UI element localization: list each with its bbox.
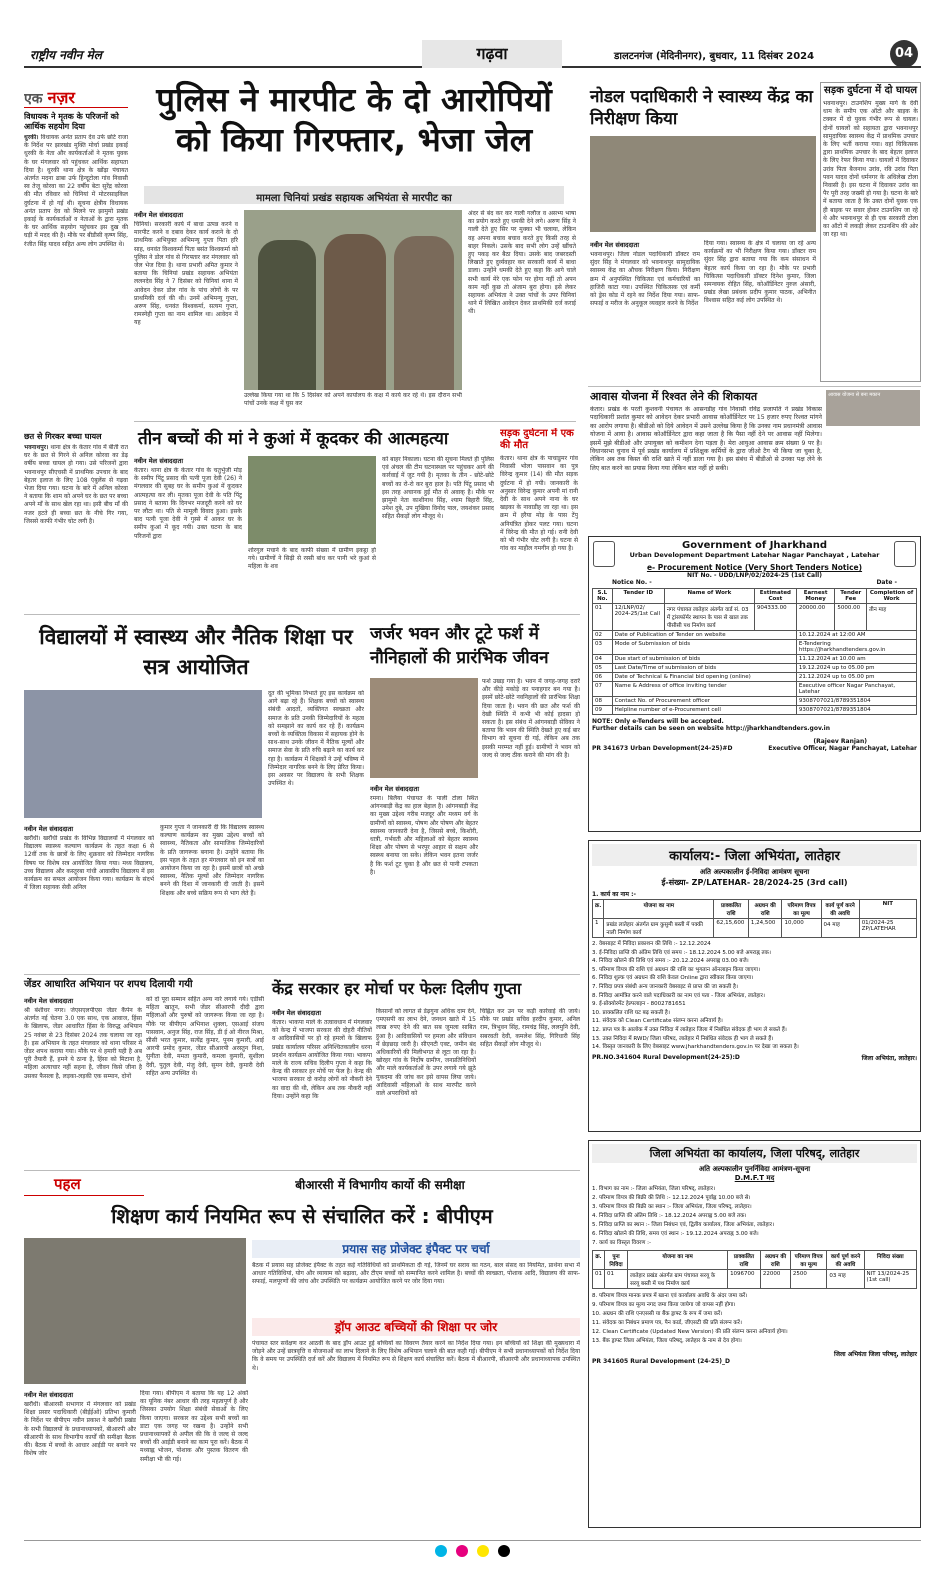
pahal-byline: नवीन मेल संवाददाता: [24, 1391, 73, 1399]
pahal-kicker: बीआरसी में विभागीय कार्यो की समीक्षा: [295, 1178, 465, 1192]
pahal-box2-title: ड्रॉप आउट बच्चियों की शिक्षा पर जोर: [252, 1318, 580, 1336]
tender1-pr: PR 341673 Urban Development(24-25)#D: [592, 745, 733, 752]
tender1-notice: [588, 536, 921, 832]
lead-photo-caption: उल्लेख किया गया था कि 5 दिसंबर को अपने कार्यालय के कक्ष में कार्य कर रहे थे। इस दौरान सभी पांचों उनके कक्ष में घुस कर: [244, 392, 462, 408]
vidyalaya-byline: नवीन मेल संवाददाता: [24, 825, 73, 833]
nazar-item1-body: [24, 134, 128, 429]
lead-subhead: [144, 186, 564, 204]
accused-figure-1: [258, 240, 316, 390]
tender1-td: Date of Technical & Financial bid opening (online): [612, 673, 796, 682]
tender1-td: 08: [593, 697, 613, 706]
tender1-td: 06: [593, 673, 613, 682]
vidyalaya-photo: [24, 690, 262, 818]
tender1-th: Earnest Money: [796, 589, 834, 604]
tender2-line: 14. विस्तृत जानकारी के लिए वेबसाइट www.jharkhandtenders.gov.in पर देखा जा सकता है।: [592, 1044, 799, 1051]
tender1-th: Estimated Cost: [754, 589, 796, 604]
tender3-header-row: [593, 1251, 917, 1270]
tender1-td: 10.12.2024 at 12:00 AM: [796, 631, 916, 640]
tender3-line: 1. विभाग का नाम :- जिला अभियंता, जिला परिषद्, लातेहार।: [592, 1186, 716, 1192]
divider-gender-top: [24, 974, 580, 975]
tender1-notice-row: [592, 579, 917, 586]
tender2-line: 2. वेबसाइट में निविदा प्रकाशन की तिथि :- 12.12.2024: [592, 941, 711, 947]
gender-body-1: श्री बंशीधर नगर। जेएसएलपीएस जेंडर कैंपेन के अंतर्गत नई चेतना 3.0 एक साथ, एक आवाज, हिंसा के खिलाफ, जेंडर आधारित हिंसा के विरुद्ध अभियान 25 नवंबर से 23 दिसंबर 2024 तक चलाया जा रहा है। इस अभियान के तहत मंगलवार को थाना परिसर में जेंडर शपथ कराया गया। मौके पर थे हमारी यही है अब पूरी तैयारी हैं, हमने ये ठाना है, हिंसा को मिटाना है, महिला अत्याचार नहीं सहना है, जीवन किसे जीना है उसका फैसला है, लड़का-लड़की एक सम्मान, दोनों: [24, 1007, 142, 1080]
tender1-th: S.L No.: [593, 589, 613, 604]
lead-body-2: अंदर से बंद कर कर गाली गलौज व असभ्य भाषा का प्रयोग करते हुए धमकी देने लगे। अरुण सिंह ने गाली देते हुए सिर पर मुक्का भी चलाया, लेकिन वह अपना बचाव बचाव करते हुए किसी तरह से बाहर निकले। उसके बाद सभी लोग उन्हें खींचते हुए पकड़ कर बैठा दिया। उसके बाद जबरदस्ती लिखाते हुए दुर्व्यवहार कर सरकारी कार्य में बाधा डाला। उन्होंने धमकी देते हुए कहा कि आगे चाले सभी कार्य मेरे एक फोन पर होगा नहीं तो अपन काम नहीं कुछ तो अंजाम बुरा होगा। इसे लेकर सहायक अभियंता ने उक्त पांचों के उपर चिनियां थाने में लिखित आवेदन देकर प्राथमिकी दर्ज कराई थी।: [468, 210, 576, 316]
tender1-signatory-title: Executive Officer, Nagar Panchayat, Latehar: [768, 745, 917, 752]
tender3-lines: [592, 1185, 917, 1248]
tender2-th: प्राक्कलित राशि: [714, 900, 749, 919]
brand-logo: राष्ट्रीय नवीन मेल: [30, 48, 102, 62]
lead-subhead-text: मामला चिनियां प्रखंड सहायक अभियंता से मारपीट का: [256, 193, 452, 204]
tender1-td: Name & Address of office inviting tender: [612, 682, 796, 697]
tender1-td: 02: [593, 631, 613, 640]
tender2-office: कार्यालय:- जिला अभियंता, लातेहार: [592, 844, 917, 866]
dilip-column-1: [272, 1008, 372, 1164]
tender2-line: 9. ई-प्रोक्योरमेंट हेल्पलाइन - 8002781651: [592, 1001, 686, 1008]
tender1-header-row: [593, 589, 917, 604]
jarjar-body-2: फर्श उखड़ गया है। भवन में जगह-जगह दरारें और कीड़े मकोड़े का पनाहगार बन गया है। इसमें छोटे-छोटे नवनिहालों की प्रारंभिक शिक्षा दिया जाता है। भवन की छत और फर्श की देखी स्थिति में कभी भी कोई हादसा हो सकता है। इस संबंध में आंगनबाड़ी सेविका ने बताया कि भवन की स्थिति देखते हुए कई बार विभाग को सूचना दी गई, लेकिन अब तक इसकी मरम्मत नहीं हुई। ग्रामीणों ने भवन को जल्द से जल्द ठीक कराने की मांग की है।: [482, 678, 580, 759]
table-row: [593, 631, 917, 640]
tender3-office: जिला अभियंता का कार्यालय, जिला परिषद्, लातेहार: [592, 1144, 917, 1163]
tender3-line: 4. निविदा प्राप्ति की अंतिम तिथि :- 18.12.2024 अपराह्न 5.00 बजे तक।: [592, 1213, 747, 1219]
tender2-line: 12. प्राप्त पत्र के आलोक में उक्त निविदा में लातेहार जिला में निबंधित संवेदक ही भाग ले सकते हैं।: [592, 1026, 787, 1033]
tender3-note: 12. Clean Certificate (Updated New Version) की प्रति संलग्न करना अनिवार्य होगा।: [592, 1329, 788, 1335]
tender3-th: अग्रधन की राशि: [760, 1251, 790, 1270]
tender2-line: 5. परिमाण विपत्र की राशि एवं अग्रधन की राशि का भुगतान ऑनलाइन किया जाएगा।: [592, 966, 761, 973]
tender2-line: 6. निविदा शुल्क एवं अग्रधन की राशि केवल Online द्वारा स्वीकार किया जाएगा।: [592, 975, 754, 982]
tender3-th: परिमाण विपत्र का मूल्य: [790, 1251, 827, 1270]
dilip-body-3: चिह्नित कर उन पर कड़ी कार्रवाई की जाये। मौके पर प्रखंड सचिव हरदीप कुमार, अनिल राम, त्रिभुवन सिंह, रामचंद्र सिंह, ललमुनि देवी, सबरवती देवी, कमलेश सिंह, गिरिधारी सिंह सहित सैकड़ों लोग मौजूद थे।: [480, 1008, 580, 1048]
cyan-dot: [435, 1545, 447, 1557]
tender1-signatory: (Rajeev Ranjan): [813, 738, 867, 745]
tender2-lines: [592, 940, 917, 1052]
footer-bar: [24, 1540, 921, 1554]
tender2-th: कार्य पूर्ण करने की अवधि: [821, 900, 859, 919]
tender1-td: Executive officer Nagar Panchayat, Latehar: [796, 682, 916, 697]
tender1-td: Date of Publication of Tender on website: [612, 631, 796, 640]
tender1-td: 19.12.2024 up to 05.00 pm: [796, 664, 916, 673]
pahal-headline: शिक्षण कार्य नियमित रूप से संचालित करें : बीपीएम: [111, 1204, 493, 1228]
tender3-subtitle: अति अल्पकालीन पुनर्निविदा आमंत्रण-सूचना: [698, 1165, 811, 1173]
tender1-note2: Further details can be seen on website http://jharkhandtenders.gov.in: [592, 725, 831, 732]
table-row: [593, 682, 917, 697]
tender2-line: 10. प्राक्कलित राशि घट बढ़ सकती है।: [592, 1009, 670, 1016]
tender3-td: 01: [593, 1270, 605, 1289]
nodal-byline: नवीन मेल संवाददाता: [590, 241, 639, 249]
accident2-headline: सड़क दुर्घटना में एक की मौत: [500, 428, 574, 451]
tender2-td: प्रखंड लातेहार अंतर्गत ग्राम कुसुमी बस्ती में पक्की नाली निर्माण कार्य: [604, 919, 714, 938]
nazar-item1-lead: धुरकी।: [24, 134, 39, 141]
tender1-td: Due start of submission of bids: [612, 655, 796, 664]
pahal-box: [252, 1240, 580, 1528]
tender3-line: 7. कार्य का विस्तृत विवरण :-: [592, 1240, 651, 1246]
tender1-td: तीन माह: [867, 604, 917, 631]
awas-headline: आवास योजना में रिश्वत लेने की शिकायत: [590, 390, 758, 403]
accident1-headline: सड़क दुर्घटना में दो घायल: [823, 85, 918, 96]
awas-photo-text: आवास योजना से बना मकान: [828, 392, 881, 398]
jarjar-column-1: [370, 784, 478, 970]
accused-figure-2: [324, 234, 386, 390]
ek-nazar-column: [24, 86, 128, 606]
well-byline: नवीन मेल संवाददाता: [134, 457, 183, 465]
lead-headline: पुलिस ने मारपीट के दो आरोपियों को किया गिरफ्तार, भेजा जेल: [156, 80, 552, 159]
tender3-th: क्र.: [593, 1251, 605, 1270]
tender1-td: 11.12.2024 at 10.00 am: [796, 655, 916, 664]
tender2-line: 8. निविदा आमंत्रित करने वाले पदाधिकारी का नाम एवं पता - जिला अभियंता, लातेहार।: [592, 992, 765, 999]
table-row: [593, 706, 917, 715]
tender1-td: 09: [593, 706, 613, 715]
dilip-body-1: केतार। भाकपा माले के तत्वावधान में मंगलवार को केन्द्र में भाजपा सरकार की दोहरी नीतियों व आदिवासियों पर हो रहे हमलों के खिलाफ प्रखंड कार्यालय परिसर अनिश्चितकालीन धरना प्रदर्शन कार्यक्रम आयोजित किया गया। भाकपा माले के राज्य सचिव दिलीप गुप्ता ने कहा कि केन्द्र की सरकार हर मोर्चे पर फेल है। केन्द्र की भाजपा सरकार दो करोड़ लोगों को नौकरी देने का वादा की थी, लेकिन अब तक नौकरी नहीं दिया। उन्होंने कहा कि: [272, 1019, 372, 1100]
tender3-td: 22000: [760, 1270, 790, 1289]
well-photo: [248, 456, 376, 544]
tender3-td: 03 माह: [827, 1270, 864, 1289]
tender1-notice-no: Notice No. -: [612, 579, 652, 586]
nazar-label: नज़र: [47, 88, 75, 107]
awas-body: केतार। प्रखंड के परती कुशवनी पंचायत के आसनडीह गांव निवासी रविंद्र प्रजापति ने प्रखंड विकास पदाधिकारी प्रशांत कुमार को आवेदन देकर प्रभारी आवास कोऑर्डिनेटर पर 15 हजार रुपए रिश्वत मांगने का आरोप लगाया है। बीडीओ को दिये आवेदन में उसने उल्लेख किया है कि उनका नाम प्रधानमंत्री आवास योजना में आया है। आवास कोऑर्डिनेटर द्वारा कहा जाता है कि पैसा नहीं देने पर आवास नहीं मिलेगा। इसमें मुझे बीडीओ और उपायुक्त को कमीशन देना पड़ता है। मेरा आयुआ आवास क्रम संख्या 9 पर है। विधानसभा चुनाव में पूर्व प्रखंड कार्यालय में प्रशिक्षुक कर्मियों के द्वारा जीओ टैग भी किया जा चुका है, लेकिन अब तक किस्त की राशि खाते में नहीं डाला गया है। इस संबंध में बीडीओ से उनका पक्ष लेने के लिए बात करने का प्रयास किया गया लेकिन बात नहीं हो सकी।: [590, 406, 822, 472]
tender2-th: परिमाण विपत्र का मूल्य: [782, 900, 821, 919]
pahal-photo: [24, 1238, 246, 1384]
jarjar-byline: नवीन मेल संवाददाता: [370, 785, 419, 793]
tender3-note: 9. परिमाण विपत्र का मूल्य नगद जमा किया जायेगा जो वापस नहीं होगा।: [592, 1302, 736, 1308]
gender-body-2: को दो पूरा सम्मान सहित अन्य नारे लगाये गये। एडीसी महिता खातून, सभी जेंडर सीआरपी दीदी द्वारा महिलाओं और पुरुषों को जागरूक किया जा रहा है। मौके पर बीपीएम अभिनाश शुक्ला, एसआई संजय पासवान, अनुज सिंह, राज सिंह, डी ई ओ नीरज मिश्रा, सीसी भरत कुमार, सत्येंद्र कुमार, पूनम कुमारी, आई आरपी प्रमोद कुमार, जेंडर सीआरपी अरस्तुन निशा, सुनीता देवी, ममता कुमारी, कमला कुमारी, सुशीला देवी, पुतुल देवी, मंजु देवी, सुमन देवी, कुमारी देवी सहित अन्य उपस्थित थे।: [146, 996, 264, 1077]
tender2-signatory: जिला अभियंता, लातेहार।: [861, 1054, 917, 1062]
tender3-th: योजना का नाम: [628, 1251, 728, 1270]
accident2-box: [500, 428, 578, 608]
tender3-td: लातेहार प्रखंड अंतर्गत ग्राम पंचायत सरयू के सरयू बस्ती में पथ निर्माण कार्य: [628, 1270, 728, 1289]
tender3-note: 8. परिमाण विपत्र मानक प्रपत्र में खाना एवं कार्यालय अवधि के अंदर जमा करें।: [592, 1293, 748, 1299]
lead-byline: नवीन मेल संवाददाता: [134, 211, 183, 219]
nodal-body-2: दिया गया। स्वास्थ्य के क्षेत्र में चलाया जा रहे अन्य कार्यक्रमों का भी निरीक्षण किया गया। डॉक्टर राम सुंदर सिंह द्वारा बताया गया कि कम संसाधन में बेहतर कार्य किया जा रहा है। मौके पर प्रभारी चिकित्सा पदाधिकारी डॉक्टर दिनेश कुमार, जिला समन्वयक रोहित सिंह, कोऑर्डिनेटर नुरुल अंसारी, प्रखंड लेखा प्रबंधक प्रदीप कुमार पाठक, अभिनीत विश्वास सहित कई लोग उपस्थित थे।: [704, 240, 816, 305]
dilip-body-2: किसानों को लागत से डेढ़गुना अधिक दाम देने, एमएसपी का लाभ देने, जनधन खाते में 15 लाख रुपए देने की बात सब जुमला साबित हुआ है। आदिवासियों पर हमला और संविधान में छेड़छाड़ जारी है। सीएनटी एक्ट, जमीन बंद अधिकारियों की मिलीभगत से लूटा जा रहा है। खोरहर गांव के निर्दोष ग्रामीण, जनप्रतिनिधियों और माले कार्यकर्ताओं के उपर लगाये गये झूठे मुकदमा की जांच कर इसे वापस लिया जाये। आदिवासी महिलाओं के साथ मारपीट करने वाले अपराधियों को: [376, 1008, 476, 1098]
accused-figure-3: [394, 236, 454, 390]
tender3-notice: [588, 1140, 921, 1528]
tender2-td: 10,000: [782, 919, 821, 938]
well-body-2: को बाहर निकाला। घटना की सूचना मिलते ही पुलिस एवं अंचल की टीम घटनास्थल पर पहुंचकर आगे की कार्रवाई में जुट गयी है। मृतका के तीन - छोटे-छोटे बच्चों का रो-रो कर बुरा हाल है। पति पिंटू प्रसाद भी इस तरह अचानक हुई मौत से अवाक् है। मौके पर झामुमो नेता काशीनाथ सिंह, श्याम बिहारी सिंह, उमेश दुबे, उप मुखिया विनोद पाल, जयशंकर प्रसाद सहित सैकड़ों लोग मौजूद थे।: [382, 456, 494, 521]
tender3-note: 11. संवेदक का निबंधन प्रमाण पत्र, पैन कार्ड, जीएसटी की प्रति संलग्न करें।: [592, 1320, 742, 1326]
tender1-title: e- Procurement Notice (Very Short Tenders Notice): [646, 563, 863, 572]
tender3-notes: [592, 1292, 917, 1346]
gender-byline: नवीन मेल संवाददाता: [24, 997, 73, 1005]
well-column-1: [134, 456, 242, 608]
masthead: [24, 40, 921, 68]
tender2-line: 11. संवेदक को Clean Certificate संलग्न करना अनिवार्य है।: [592, 1018, 723, 1025]
vidyalaya-body-3: दूत की भूमिका निभाते हुए इस कार्यक्रम को आगे बढ़ा रहे हैं। शिक्षक बच्चों को स्वास्थ्य संबंधी आदतों, व्यक्तिगत स्वच्छता और समाज के प्रति उनकी जिम्मेदारियों के महत्व को समझाने का कार्य कर रहे हैं। कार्यक्रम बच्चों के व्यक्तित्व विकास में सहायक होने के साथ-साथ उनके जीवन में नैतिक मूल्यों और समाज सेवा के प्रति रुचि बढ़ाने का कार्य कर रहा है। कार्यक्रम में शिक्षकों ने उन्हें भविष्य में जिम्मेदार नागरिक बनने के लिए प्रेरित किया। इस अवसर पर विद्यालय के सभी शिक्षक उपस्थित थे।: [268, 690, 364, 788]
ek-label: एक: [24, 91, 43, 107]
nazar-item2-lead: भवनाथपुर।: [24, 444, 49, 451]
tender1-td: 03: [593, 640, 613, 655]
jarjar-photo: [370, 678, 478, 778]
tender1-td: 04: [593, 655, 613, 664]
tender2-line: 7. निविदा प्रपत्र संबंधी अन्य जानकारी वेबसाइट से प्राप्त की जा सकती है।: [592, 983, 738, 990]
yellow-dot: [477, 1545, 489, 1557]
tender2-notice: [588, 840, 921, 1132]
tender3-line: 2. परिमाण विपत्र की बिक्री की तिथि :- 12.12.2024 पूर्वाह्न 10.00 बजे से।: [592, 1195, 751, 1201]
tender1-dept: Urban Development Department Latehar Nagar Panchayat , Latehar: [629, 551, 880, 559]
dateline: डालटनगंज (मेदिनीनगर), बुधवार, 11 दिसंबर 2024: [614, 51, 815, 62]
tender3-line: 6. निविदा खोलने की तिथि, समय एवं स्थान :- 19.12.2024 अपराह्न 3.00 बजे।: [592, 1231, 759, 1237]
nazar-item2-title: छत से गिरकर बच्चा घायल: [24, 432, 102, 441]
tender2-subtitle: अति अल्पकालीन ई-निविदा आमंत्रण सूचना: [699, 868, 810, 876]
tender1-th: Completion of Work: [867, 589, 917, 604]
lead-photo: [244, 210, 462, 390]
tender2-pr: PR.NO.341604 Rural Development(24-25):D: [592, 1053, 740, 1061]
tender1-th: Name of Work: [664, 589, 754, 604]
tender1-td: E-Tendering https://jharkhandtenders.gov.in: [796, 640, 916, 655]
tender1-th: Tender Fee: [835, 589, 867, 604]
tender1-work-row: [593, 604, 917, 631]
jarjar-body-1: रमना। बिलैया पंचायत के पाली टोला स्थित आंगनबाड़ी केंद्र का हाल बेहाल है। आंगनबाड़ी केंद्र का मुख्य उद्देश्य गरीब मजदूर और मध्यम वर्ग के ग्रामीणों को स्वास्थ्य, पोषण और पोषण और बेहतर स्वास्थ्य जानकारी देना है, जिससे बच्चे, किशोरी, धात्री, गर्भवती और महिलाओं को बेहतर स्वास्थ्य शिक्षा और पोषण से भरपूर आहार से सक्षम और स्वस्थ्य बनाया जा सके। लेकिन भवन इतना जर्जर है कि फर्श टूट चुका है और छत से पानी टपकता है।: [370, 795, 478, 876]
tender1-date-label: Date -: [876, 579, 897, 586]
tender2-number: ई-संख्या- ZP/LATEHAR- 28/2024-25 (3rd call): [661, 878, 848, 887]
tender2-td: 1: [593, 919, 604, 938]
table-row: [593, 664, 917, 673]
nazar-item2-body: [24, 444, 128, 606]
well-headline: तीन बच्चों की मां ने कुआं में कूदकर की आत्महत्या: [138, 429, 449, 449]
accident1-body: भवनाथपुर। टाउनशिप मुख्य मार्ग के देवी धाम के समीप एक ऑटो और बाइक के टक्कर में दो युवक गंभीर रूप से घायल। दोनों घायलों को सहायता द्वारा भवनाथपुर सामुदायिक स्वास्थ्य केंद्र में प्राथमिक उपचार के लिए भर्ती कराया गया। वहां चिकित्सक द्वारा प्राथमिक उपचार के बाद बेहतर इलाज के लिए रेफर किया गया। घायलों में दिवाकर उरांव पिता बैजनाथ उरांव, रवि उरांव पिता पवन यादव दोनों धर्मनगर के अधिलेख टोला निवासी है। इस घटना में दिवाकर उरांव का पैर पूरी तरह जख्मी हो गया है। घटना के बारे में बताया जाता है कि उक्त दोनों युवक एक ही बाइक पर सवार होकर टाउनशिप जा रहे थे और भवनाथपुर से ही एक सरकारी टोला का ऑटो में लकड़ी लेकर टाउनशिप की ओर जा रहा था।: [823, 100, 918, 239]
tender2-th: क्र.: [593, 900, 604, 919]
tender1-note1: NOTE: Only e-Tenders will be accepted.: [592, 718, 724, 725]
tender2-th: अग्रधन की राशि: [748, 900, 782, 919]
nazar-item1-title: विधायक ने मृतक के परिजनों को आर्थिक सहयोग दिया: [24, 112, 119, 131]
tender2-line: 4. निविदा खोलने की तिथि एवं समय :- 20.12.2024 अपराह्न 03.00 बजे।: [592, 958, 749, 965]
dilip-headline: केंद्र सरकार हर मोर्चा पर फेलः दिलीप गुप्ता: [272, 979, 522, 998]
vidyalaya-body-2: कुमार गुप्ता ने जानकारी दी कि विद्यालय स्वास्थ्य कल्याण कार्यक्रम का मुख्य उद्देश्य बच्चों को स्वास्थ्य, नैतिकता और सामाजिक जिम्मेदारियों के प्रति जागरूक बनाना है। उन्होंने बताया कि इस पहल के तहत हर मंगलवार को इन सत्रों का आयोजन किया जा रहा है। इसमें छात्रों को अच्छे स्वास्थ्य, नैतिक मूल्यों और जिम्मेदार नागरिक बनने की दिशा में जानकारी दी जाती है। इसमें शिक्षक और बच्चे सक्रिय रूप से भाग लेते हैं।: [160, 824, 264, 897]
tender1-td: नगर पंचायत लातेहार अंतर्गत वार्ड सं. 03 में ट्रांसफॉर्मर स्थापन के पास से खाल तक पीसीसी पथ निर्माण कार्य: [664, 604, 754, 631]
tender3-th: पुनः निविदा: [605, 1251, 628, 1270]
accident1-box: [820, 82, 921, 382]
tender3-th: प्राक्कलित राशि: [728, 1251, 761, 1270]
tender2-td: 01/2024-25 ZP/LATEHAR: [859, 919, 916, 938]
pahal-label: [24, 1174, 144, 1196]
tender2-td: 04 माह: [821, 919, 859, 938]
tender2-footer: [592, 1054, 917, 1062]
tender1-td: 07: [593, 682, 613, 697]
tender2-work-label: 1. कार्य का नाम :-: [592, 891, 636, 898]
divider-awas-top: [588, 386, 921, 387]
tender3-line: 3. परिमाण विपत्र की बिक्री का स्थान :- जिला अभियंता, जिला परिषद्, लातेहार।: [592, 1204, 752, 1210]
vidyalaya-column-1: [24, 824, 154, 970]
pahal-body-1: खरौंधी। बीआरसी सभागार में मंगलवार को प्रखंड शिक्षा प्रसार पदाधिकारी (बीईईओ) प्रतिभा कुमारी के निर्देश पर बीपीएम नवीन प्रकाश ने खरौंधी प्रखंड के सभी विद्यालयों के प्रधानाध्यापकों, बीआरपी और सीआरपी के साथ विभागीय कार्यों की समीक्षा बैठक की। बैठक में बच्चों के आधार आईडी पर बनाने पर विशेष जोर: [24, 1401, 136, 1458]
tender3-td: 01: [605, 1270, 628, 1289]
nodal-photo: [590, 136, 816, 232]
magenta-dot: [456, 1545, 468, 1557]
tender2-work-row: [593, 919, 917, 938]
table-row: [593, 640, 917, 655]
pahal-box2-body: पंचायत स्तर सर्वेक्षण कर आठवीं के बाद ड्रॉप आउट हुई बच्चियों का विवरण तैयार करने का निर्देश दिया गया। इन बच्चियों को शिक्षा की मुख्यधारा में जोड़ने और उन्हें छात्रवृत्ति व योजनाओं का लाभ दिलाने के लिए विशेष अभियान चलाने की बात कही गई। बीपीएम ने सभी प्रधानाध्यापकों को निर्देश दिया कि वे समय पर उपस्थिति दर्ज करें और विद्यालय में नियमित रूप से शिक्षण कार्य संचालित करें। बैठक में बीआरपी, सीआरपी और प्रधानाध्यापक उपस्थित थे।: [252, 1340, 580, 1372]
table-row: [593, 655, 917, 664]
jarjar-headline: जर्जर भवन और टूटे फर्श में नौनिहालों की प्रारंभिक जीवन: [370, 624, 549, 668]
nazar-item2-text: थाना क्षेत्र के केतार गांव में बीती रात घर के छत से गिरने से अनिल कोरवा का डेढ़ वर्षीय बच्चा घायल हो गया। उसे परिजनों द्वारा भवनाथपुर सीएचसी में प्राथमिक उपचार के बाद बेहतर इलाज के लिए 108 एंबुलेंस से गढ़वा भेजा दिया गया। घटना के बारे में अनिल कोरवा ने बताया कि शाम को अपने घर के छत पर बच्चा अपने माँ के साथ खेल रहा था। इसी बीच माँ की नजर हटते ही बच्चा छत के नीचे गिर गया, जिससे काफी गंभीर चोट लगी है।: [24, 444, 128, 525]
tender2-line: 3. ई-निविदा प्राप्ति की अंतिम तिथि एवं समय :- 18.12.2024 5.00 बजे अपराह्न तक।: [592, 949, 771, 956]
tender1-footer: [592, 745, 917, 752]
tender3-signatory: जिला अभियंता जिला परिषद्, लातेहार: [833, 1351, 917, 1358]
pahal-body-2: दिया गया। बीपीएम ने बताया कि यह 12 अंकों का यूनिक नंबर आधार की तरह महत्वपूर्ण है और जिसका उपयोग शिक्षा संबंधी सेवाओं के लिए किया जाएगा। सरकार का उद्देश्य सभी बच्चों का डाटा एक जगह पर रखना है। उन्होंने सभी प्रधानाध्यापकों से अपील की कि वे जल्द से जल्द बच्चों की आईडी बनाने का काम पूरा करें। बैठक में मध्याह्न भोजन, पोशाक और पुस्तक वितरण की समीक्षा भी की गई।: [140, 1390, 248, 1463]
tender2-header-row: [593, 900, 917, 919]
tender3-note: 10. अग्रधन की राशि एनएससी या बैंक ड्राफ्ट के रूप में जमा करें।: [592, 1311, 723, 1317]
pahal-column-1: [24, 1390, 136, 1530]
tender2-table: [592, 899, 917, 938]
pahal-box-title: प्रयास सह प्रोजेक्ट इंपैक्ट पर चर्चा: [252, 1240, 580, 1258]
vidyalaya-headline: विद्यालयों में स्वास्थ्य और नैतिक शिक्षा पर सत्र आयोजित: [39, 625, 353, 679]
vidyalaya-body-1: खरौंधी। खरौंधी प्रखंड के विभिन्न विद्यालयों में मंगलवार को विद्यालय स्वास्थ्य कल्याण कार्यक्रम के तहत कक्षा 6 से 12वीं तक के छात्रों के लिए शुक्रवार को जिम्मेदार नागरिक विषय पर विशेष सत्र आयोजित किया गया। मध्य विद्यालय, उच्च विद्यालय और कस्तूरबा गांधी आवासीय विद्यालय में इस कार्यक्रम का सफल आयोजन किया गया। कार्यक्रम के संदर्भ में जिला सहायक सेवी अनिल: [24, 835, 154, 892]
divider-pahal-top: [24, 1170, 580, 1171]
divider-vidyalaya-top: [24, 614, 580, 615]
nazar-item1-text: विधायक अनंत प्रताप देव उर्फ छोटे राजा के निर्देश पर झारखंड मुक्ति मोर्चा प्रखंड इकाई धुरकी के नेता और कार्यकर्ताओं ने मृतक युवक के घर मंगलवार को पहुंचकर आर्थिक सहायता दिया है। धुरकी थाना क्षेत्र के खोंढ़ा पंचायत अंतर्गत मदना ढाबा उर्फ हिन्दूटोला गांव निवासी स्व तेजू कोरवा का 22 वर्षीय बेटा सुरेंद्र कोरवा की मौत रविवार को चिनियां में मोटरसाइकिल दुर्घटना में हो गई थी। सूचना क्षेत्रीय विधायक अनंत प्रताप देव को मिलने पर झामुमो प्रखंड इकाई के कार्यकर्ताओं व नेताओं के द्वारा मृतक के घर आर्थिक सहयोग पहुंचकर इस दुख की घड़ी में मदद की है। मौके पर बीडीसी कृष्ण सिंह, रंजीत सिंह यादव सहित अन्य लोग उपस्थित थे।: [24, 134, 128, 248]
lead-body-1: चिनियां। सरकारी कार्य में बाधा उत्पन्न करने व मारपीट करने व दबाव देकर कार्य कराने के दो प्राथमिक अभियुक्त अभिमन्यु गुप्ता पिता हरि साह, धनवंत विश्वकर्मा पिता बसंत विश्वकर्मा को पुलिस ने डोल गांव से गिरफ्तार कर मंगलवार को जेल भेज दिया है। थाना प्रभारी अमित कुमार ने बताया कि चिनियां प्रखंड सहायक अभियंता ललनदेव सिंह ने 7 दिसंबर को चिनियां थाना में आवेदन देकर डोल गांव के पांच लोगों के पर प्राथमिकी दर्ज की थी। उनमें अभिमन्यु गुप्ता, अरुण सिंह, धनवंत विश्वकर्मा, सत्यम गुप्ता, रामस्नेही गुप्ता का नाम शामिल था। आवेदन में यह: [134, 221, 238, 327]
tender1-td: Mode of Submission of bids: [612, 640, 796, 655]
well-body-1: केतार। थाना क्षेत्र के केतार गांव के चतुर्भुजी मोड़ के समीप पिंटू प्रसाद की पत्नी पूजा देवी (26) ने मंगलवार की सुबह घर के समीप कुआं में कूदकर आत्महत्या कर ली। मृतका पूजा देवी के पति पिंटू प्रसाद ने बताया कि दिनभर मजदूरी करने को घर पर लौटा था। पति से मामूली विवाद हुआ। इसके बाद पत्नी पूजा देवी ने गुस्से में आकर घर के समीप कुआं में कूद गयी। उक्त घटना के बाद परिजनों द्वारा: [134, 467, 242, 540]
tender3-td: 1096700: [728, 1270, 761, 1289]
section-banner: [422, 40, 562, 68]
tender3-work-row: [593, 1270, 917, 1289]
tender3-td: NIT 13/2024-25 (1st call): [864, 1270, 916, 1289]
accident2-body: केतार। थाना क्षेत्र के पाचाडुमर गांव निवासी भोला पासवान का पुत्र विरेन्द्र कुमार (14) की मौत सड़क दुर्घटना में हो गयी। जानकारी के अनुसार विरेन्द्र कुमार अपनी मां रानी देवी के साथ अपने नाना के घर खड़का के नावाडीह जा रहा था। इस क्रम में हरैया मोड़ के पास टेंपु अनियंत्रित होकर पलट गया। घटना में विरेन्द्र की मौत हो गई। रानी देवी को भी गंभीर चोट लगी है। घटना से गांव का माहौल गमगीन हो गया है।: [500, 455, 578, 553]
ek-nazar-label: [24, 86, 128, 108]
awas-photo: [826, 390, 920, 426]
table-row: [593, 697, 917, 706]
lead-column-1: [134, 210, 238, 415]
tender3-note: 13. बैंक ड्राफ्ट जिला अभियंता, जिला परिषद्, लातेहार के नाम से देय होगा।: [592, 1338, 742, 1344]
tender1-td: 9308707021/8789351804: [796, 697, 916, 706]
well-photo-caption: शोरगुल मचाने के बाद काफी संख्या में ग्रामीण इकट्ठा हो गये। ग्रामीणों ने सिढ़ी से रस्सी बांध कर पानी भरे कुआं से महिला के शव: [248, 547, 376, 571]
tender3-th: निविदा संख्या: [864, 1251, 916, 1270]
section-name: गढ़वा: [476, 44, 508, 63]
black-dot: [498, 1545, 510, 1557]
tender3-table: [592, 1250, 917, 1289]
tender2-td: 1,24,500: [748, 919, 782, 938]
tender3-pr: PR 341605 Rural Development (24-25)_D: [592, 1358, 730, 1365]
tender1-td: 9308707021/8789351804: [796, 706, 916, 715]
tender2-td: 62,15,600: [714, 919, 749, 938]
divider-well-top: [134, 421, 576, 422]
tender3-td: 2500: [790, 1270, 827, 1289]
tender1-td: 20000.00: [796, 604, 834, 631]
table-row: [593, 673, 917, 682]
tender1-td: 05: [593, 664, 613, 673]
tender2-th: NIT: [859, 900, 916, 919]
tender1-th: Tender ID: [612, 589, 664, 604]
tender2-line: 13. उक्त निविदा में RWD/ जिला परिषद, लातेहार में निबंधित संवेदक ही भाग ले सकते हैं।: [592, 1035, 774, 1042]
tender3-dmft: D.M.F.T मद: [734, 1174, 775, 1182]
tender1-td: Last Date/Time of submission of bids: [612, 664, 796, 673]
gender-headline: जेंडर आधारित अभियान पर शपथ दिलायी गयी: [24, 979, 193, 990]
gender-column-1: [24, 996, 142, 1164]
nodal-headline: नोडल पदाधिकारी ने स्वास्थ्य केंद्र का निरीक्षण किया: [590, 87, 813, 129]
tender1-nit: NIT No. - UDD/LNP/02/2024-25 (1st Call): [687, 572, 822, 579]
tender1-govt: Government of Jharkhand: [681, 540, 828, 551]
tender1-td: 5000.00: [835, 604, 867, 631]
nodal-body-1: भवनाथपुर। जिला नोडल पदाधिकारी डॉक्टर राम सुंदर सिंह ने मंगलवार को भवनाथपुर सामुदायिक स्वास्थ्य केंद्र का औचक निरीक्षण किया। निरीक्षण क्रम में अनुपस्थित चिकित्सा एवं कर्मचारियों का हाजिरी काटा गया। उपस्थित चिकित्सक एवं कर्मी को ड्रेस कोड में रहने का निर्देश दिया गया। साफ-सफाई व मरीज के अनुकूल व्यवहार करने के निर्देश: [590, 251, 700, 308]
tender2-th: योजना का नाम: [604, 900, 714, 919]
tender3-th: कार्य पूर्ण करने की अवधि: [827, 1251, 864, 1270]
tender1-table: [592, 588, 917, 715]
pahal-box-body: बैठक में प्रयास सह प्रोजेक्ट इंपैक्ट के तहत कई गतिविधियों को प्राथमिकता दी गई, जिनमें घर सराय का गठन, बाल संसद का नियमित, प्रार्थना सभा में आधार गतिविधियां, योग और व्यायाम को बढ़ावा, और टीएम बच्चों को सम्मानित करने शामिल है। बच्चों की स्वच्छता, पोशाक आदि, विद्यालय की साफ-सफाई, मलपूरणों की जांच और उपस्थिति पर कार्यक्रम आयोजित करने पर जोर दिया गया।: [252, 1262, 580, 1286]
dilip-byline: नवीन मेल संवाददाता: [272, 1009, 321, 1017]
tender1-td: Helpline number of e-Procurement cell: [612, 706, 796, 715]
page-number: 04: [890, 40, 918, 68]
tender1-emblem: [593, 541, 615, 567]
tender1-td: 12/LNP/02/ 2024-25/1st Call: [612, 604, 664, 631]
nodal-column-1: [590, 240, 700, 382]
pahal-label-text: पहल: [54, 1175, 81, 1193]
tender1-td: 01: [593, 604, 613, 631]
tender3-line: 5. निविदा प्राप्ति का स्थान :- जिला निबंधन एवं, द्वितीय कार्यालय, जिला अभियंता, लातेहार।: [592, 1222, 775, 1228]
tender1-td: Contact No. of Procurement officer: [612, 697, 796, 706]
tender1-emblem-right: [894, 541, 916, 567]
tender1-td: 21.12.2024 up to 05.00 pm: [796, 673, 916, 682]
tender1-td: 904333.00: [754, 604, 796, 631]
